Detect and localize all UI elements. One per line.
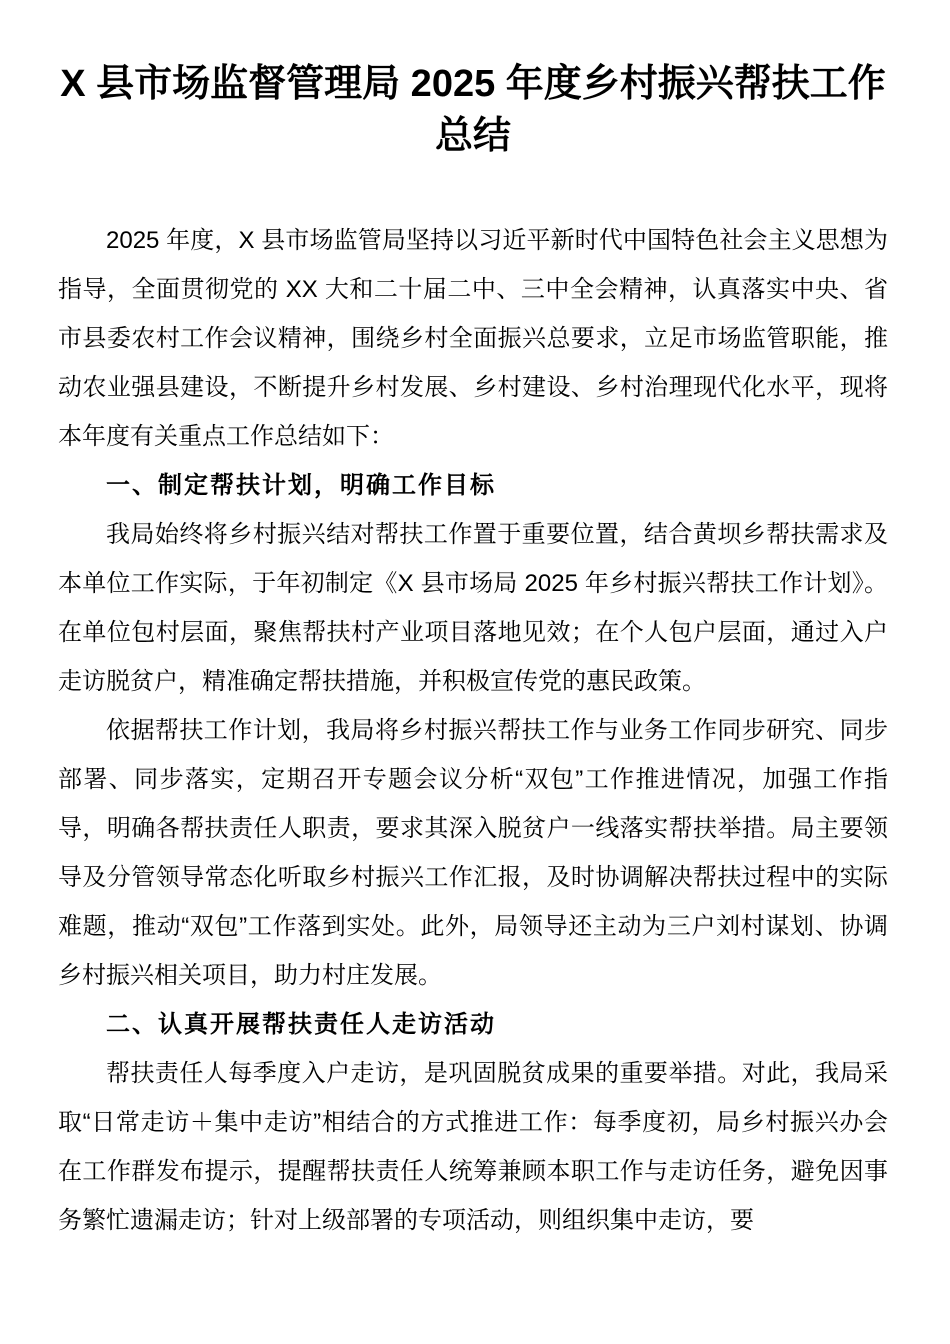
document-body [58,216,888,1245]
section-2-paragraph-1: 帮扶责任人每季度入户走访，是巩固脱贫成果的重要举措。对此，我局采取“日常走访＋集中走访”相结合的方式推进工作：每季度初，局乡村振兴办会在工作群发布提示，提醒帮扶责任人统筹兼顾本职工作与走访任务，避免因事务繁忙遗漏走访；针对上级部署的专项活动，则组织集中走访，要 [58,1060,888,1234]
document-title: X 县市场监督管理局 2025 年度乡村振兴帮扶工作总结 [60,63,886,157]
intro-paragraph: 2025 年度，X 县市场监管局坚持以习近平新时代中国特色社会主义思想为指导，全面贯彻党的 XX 大和二十届二中、三中全会精神，认真落实中央、省市县委农村工作会议精神，围绕乡村全面振兴总要求，立足市场监管职能，推动农业强县建设，不断提升乡村发展、乡村建设、乡村治理现代化水平，现将本年度有关重点工作总结如下： [58,227,888,450]
section-1-paragraph-2: 依据帮扶工作计划，我局将乡村振兴帮扶工作与业务工作同步研究、同步部署、同步落实，定期召开专题会议分析“双包”工作推进情况，加强工作指导，明确各帮扶责任人职责，要求其深入脱贫户一线落实帮扶举措。局主要领导及分管领导常态化听取乡村振兴工作汇报，及时协调解决帮扶过程中的实际难题，推动“双包”工作落到实处。此外，局领导还主动为三户刘村谋划、协调乡村振兴相关项目，助力村庄发展。 [58,717,888,989]
section-2-heading: 二、认真开展帮扶责任人走访活动 [106,1011,496,1038]
section-1-heading: 一、制定帮扶计划，明确工作目标 [106,472,496,499]
section-1-paragraph-1: 我局始终将乡村振兴结对帮扶工作置于重要位置，结合黄坝乡帮扶需求及本单位工作实际，于年初制定《X 县市场局 2025 年乡村振兴帮扶工作计划》。在单位包村层面，聚焦帮扶村产业项目落地见效；在个人包户层面，通过入户走访脱贫户，精准确定帮扶措施，并积极宣传党的惠民政策。 [58,521,888,695]
